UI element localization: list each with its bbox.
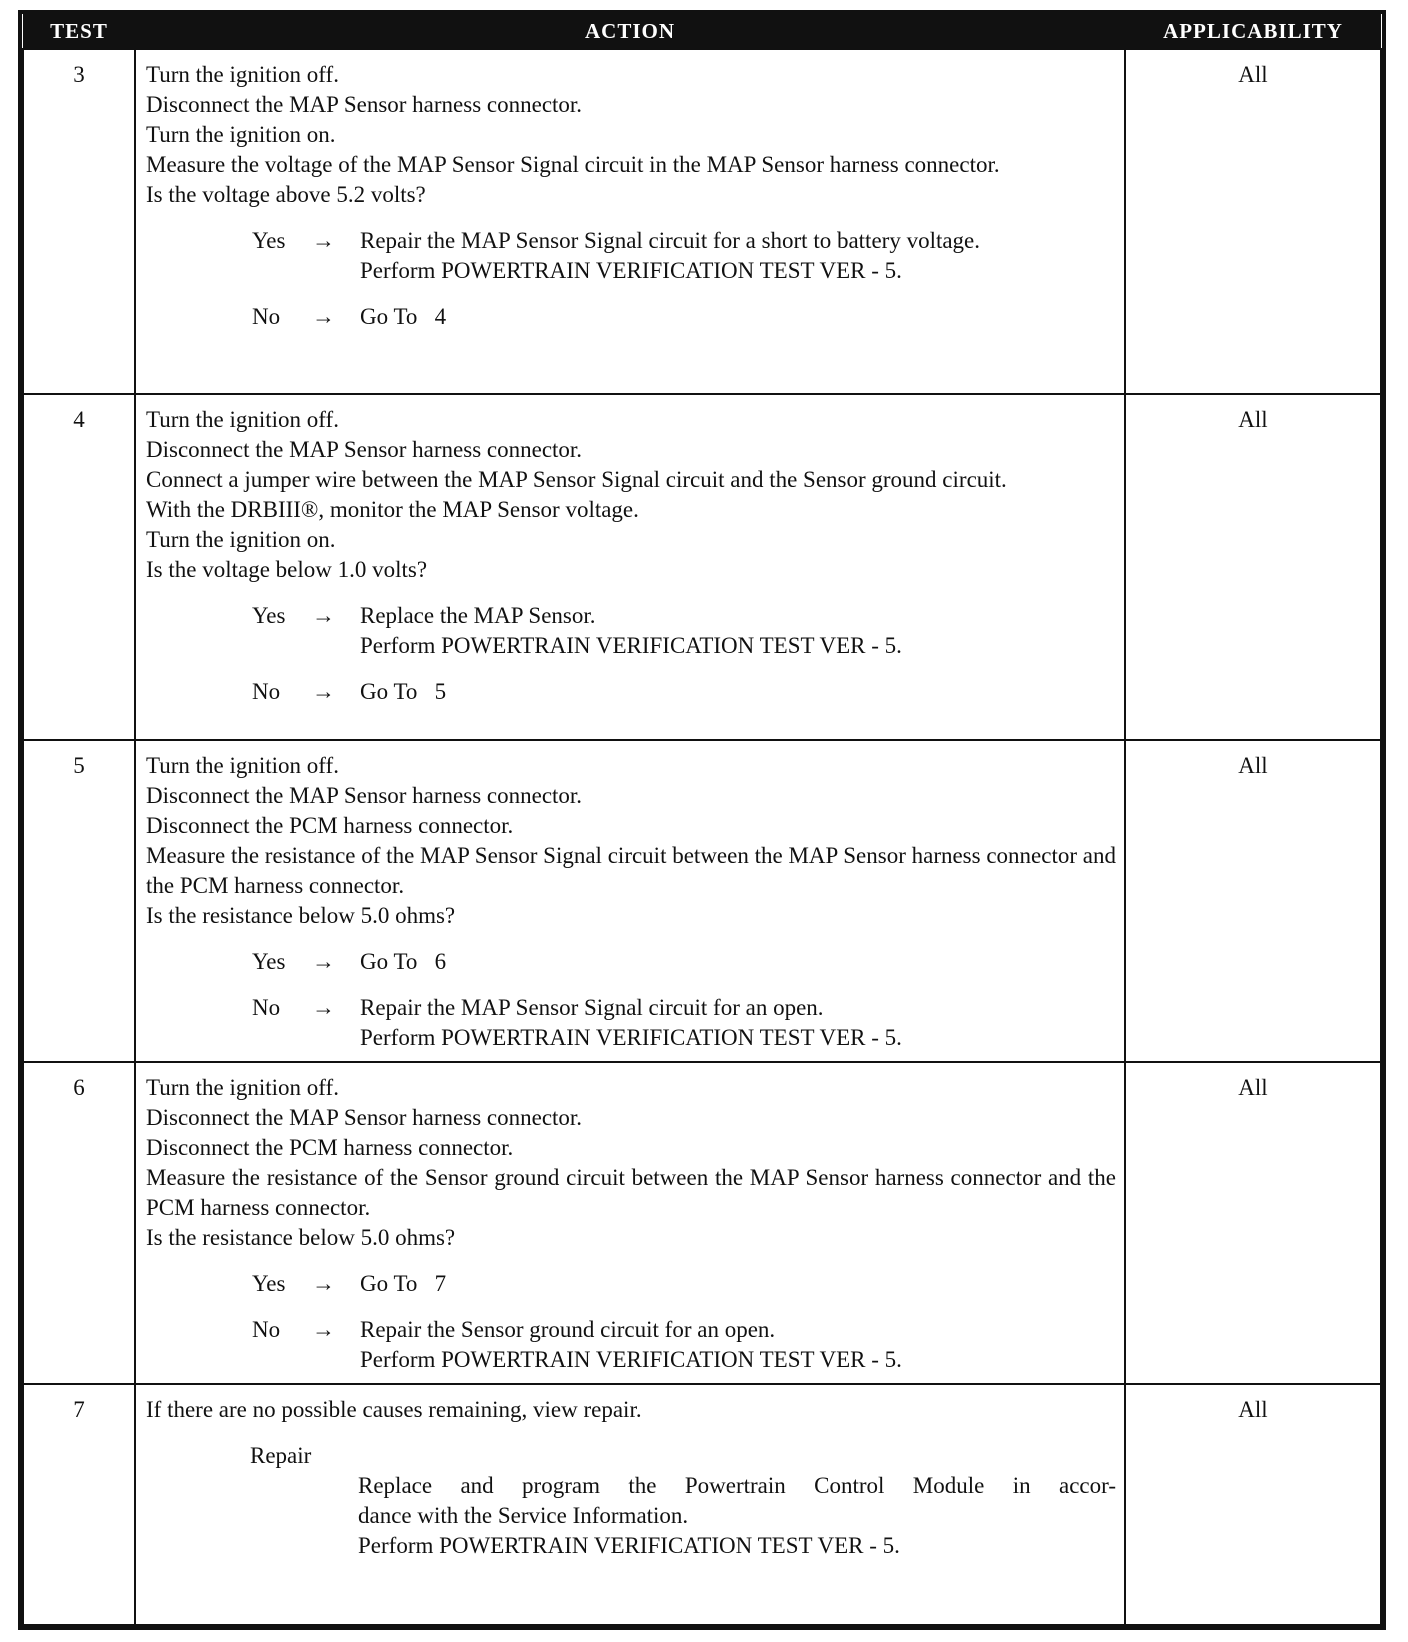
action-step: Is the resistance below 5.0 ohms? xyxy=(146,903,456,928)
outcome-yes xyxy=(146,1269,1116,1299)
action-cell xyxy=(135,49,1125,394)
arrow-right-icon: → xyxy=(312,1271,335,1296)
applicability-cell: All xyxy=(1125,49,1381,394)
action-step: Measure the voltage of the MAP Sensor Signal circuit in the MAP Sensor harness connector. xyxy=(146,152,1000,177)
header-applicability: APPLICABILITY xyxy=(1125,14,1381,49)
outcome-result xyxy=(360,993,1116,1053)
header-test: TEST xyxy=(23,14,135,49)
applicability-cell: All xyxy=(1125,394,1381,740)
outcome-no xyxy=(146,677,1116,707)
arrow-right-icon: → xyxy=(312,603,335,628)
table-row xyxy=(23,740,1381,1062)
outcome-result-line: Go To 4 xyxy=(360,304,447,329)
action-cell xyxy=(135,1384,1125,1625)
action-step: Disconnect the PCM harness connector. xyxy=(146,813,514,838)
outcome-answer: No xyxy=(252,995,281,1020)
test-number: 4 xyxy=(23,394,135,740)
repair-line: dance with the Service Information. xyxy=(358,1503,689,1528)
outcome-yes xyxy=(146,947,1116,977)
outcome-result-line: Repair the MAP Sensor Signal circuit for an open. xyxy=(360,995,824,1020)
test-number: 5 xyxy=(23,740,135,1062)
table-row xyxy=(23,49,1381,394)
action-step: Turn the ignition off. xyxy=(146,1075,339,1100)
action-step: Turn the ignition off. xyxy=(146,62,339,87)
action-step: With the DRBIII®, monitor the MAP Sensor voltage. xyxy=(146,497,639,522)
action-step: Is the voltage above 5.2 volts? xyxy=(146,182,426,207)
header-action: ACTION xyxy=(135,14,1125,49)
action-step: Measure the resistance of the Sensor ground circuit between the MAP Sensor harness connector and the PCM harness connector. xyxy=(146,1165,1116,1220)
action-cell xyxy=(135,1062,1125,1384)
action-step: Disconnect the MAP Sensor harness connector. xyxy=(146,92,583,117)
action-step: Is the voltage below 1.0 volts? xyxy=(146,557,428,582)
test-number: 7 xyxy=(23,1384,135,1625)
outcome-yes xyxy=(146,226,1116,286)
outcome-result xyxy=(360,677,1116,707)
repair-label: Repair xyxy=(250,1443,312,1468)
outcome-result-line: Perform POWERTRAIN VERIFICATION TEST VER - 5. xyxy=(360,1025,902,1050)
arrow-right-icon: → xyxy=(312,304,335,329)
action-step: Disconnect the MAP Sensor harness connector. xyxy=(146,437,583,462)
action-step: Turn the ignition off. xyxy=(146,407,339,432)
outcome-result xyxy=(360,1269,1116,1299)
outcome-result xyxy=(360,947,1116,977)
arrow-right-icon: → xyxy=(312,1317,335,1342)
action-cell xyxy=(135,394,1125,740)
outcome-result-line: Perform POWERTRAIN VERIFICATION TEST VER - 5. xyxy=(360,258,902,283)
table-header-row xyxy=(23,14,1381,49)
outcome-result xyxy=(360,1315,1116,1375)
action-step: Turn the ignition off. xyxy=(146,753,339,778)
action-step: Connect a jumper wire between the MAP Sensor Signal circuit and the Sensor ground circuit. xyxy=(146,467,1007,492)
outcome-answer: No xyxy=(252,304,281,329)
table-row xyxy=(23,394,1381,740)
outcome-no xyxy=(146,302,1116,332)
outcome-result-line: Repair the Sensor ground circuit for an open. xyxy=(360,1317,776,1342)
outcome-result-line: Go To 6 xyxy=(360,949,447,974)
outcome-result xyxy=(360,226,1116,286)
outcome-result-line: Repair the MAP Sensor Signal circuit for a short to battery voltage. xyxy=(360,228,981,253)
outcome-answer: Yes xyxy=(252,603,286,628)
arrow-right-icon: → xyxy=(312,949,335,974)
outcome-yes xyxy=(146,601,1116,661)
arrow-right-icon: → xyxy=(312,679,335,704)
outcome-answer: Yes xyxy=(252,949,286,974)
action-step: Turn the ignition on. xyxy=(146,527,336,552)
applicability-cell: All xyxy=(1125,1062,1381,1384)
outcome-no xyxy=(146,993,1116,1053)
repair-line: Replace and program the Powertrain Control Module in accor- xyxy=(358,1473,1116,1498)
diagnostic-test-table xyxy=(22,14,1382,1626)
table-row xyxy=(23,1384,1381,1625)
action-cell xyxy=(135,740,1125,1062)
action-step: Is the resistance below 5.0 ohms? xyxy=(146,1225,456,1250)
outcome-result-line: Go To 5 xyxy=(360,679,447,704)
outcome-result-line: Go To 7 xyxy=(360,1271,447,1296)
outcome-no xyxy=(146,1315,1116,1375)
test-number: 6 xyxy=(23,1062,135,1384)
table-row xyxy=(23,1062,1381,1384)
action-step: Measure the resistance of the MAP Sensor Signal circuit between the MAP Sensor harness connector and the PCM harness connector. xyxy=(146,843,1116,898)
outcome-answer: Yes xyxy=(252,228,286,253)
outcome-result-line: Perform POWERTRAIN VERIFICATION TEST VER - 5. xyxy=(360,633,902,658)
repair-instructions xyxy=(146,1471,1116,1561)
action-step: Turn the ignition on. xyxy=(146,122,336,147)
applicability-cell: All xyxy=(1125,1384,1381,1625)
repair-line: Perform POWERTRAIN VERIFICATION TEST VER - 5. xyxy=(358,1533,900,1558)
diagnostic-table-frame xyxy=(18,10,1386,1630)
action-step: If there are no possible causes remaining, view repair. xyxy=(146,1397,642,1422)
outcome-result-line: Perform POWERTRAIN VERIFICATION TEST VER - 5. xyxy=(360,1347,902,1372)
action-step: Disconnect the PCM harness connector. xyxy=(146,1135,514,1160)
outcome-result-line: Replace the MAP Sensor. xyxy=(360,603,596,628)
action-step: Disconnect the MAP Sensor harness connector. xyxy=(146,1105,583,1130)
arrow-right-icon: → xyxy=(312,995,335,1020)
action-step: Disconnect the MAP Sensor harness connector. xyxy=(146,783,583,808)
outcome-result xyxy=(360,601,1116,661)
outcome-answer: No xyxy=(252,1317,281,1342)
test-number: 3 xyxy=(23,49,135,394)
arrow-right-icon: → xyxy=(312,228,335,253)
applicability-cell: All xyxy=(1125,740,1381,1062)
outcome-answer: No xyxy=(252,679,281,704)
outcome-result xyxy=(360,302,1116,332)
outcome-answer: Yes xyxy=(252,1271,286,1296)
